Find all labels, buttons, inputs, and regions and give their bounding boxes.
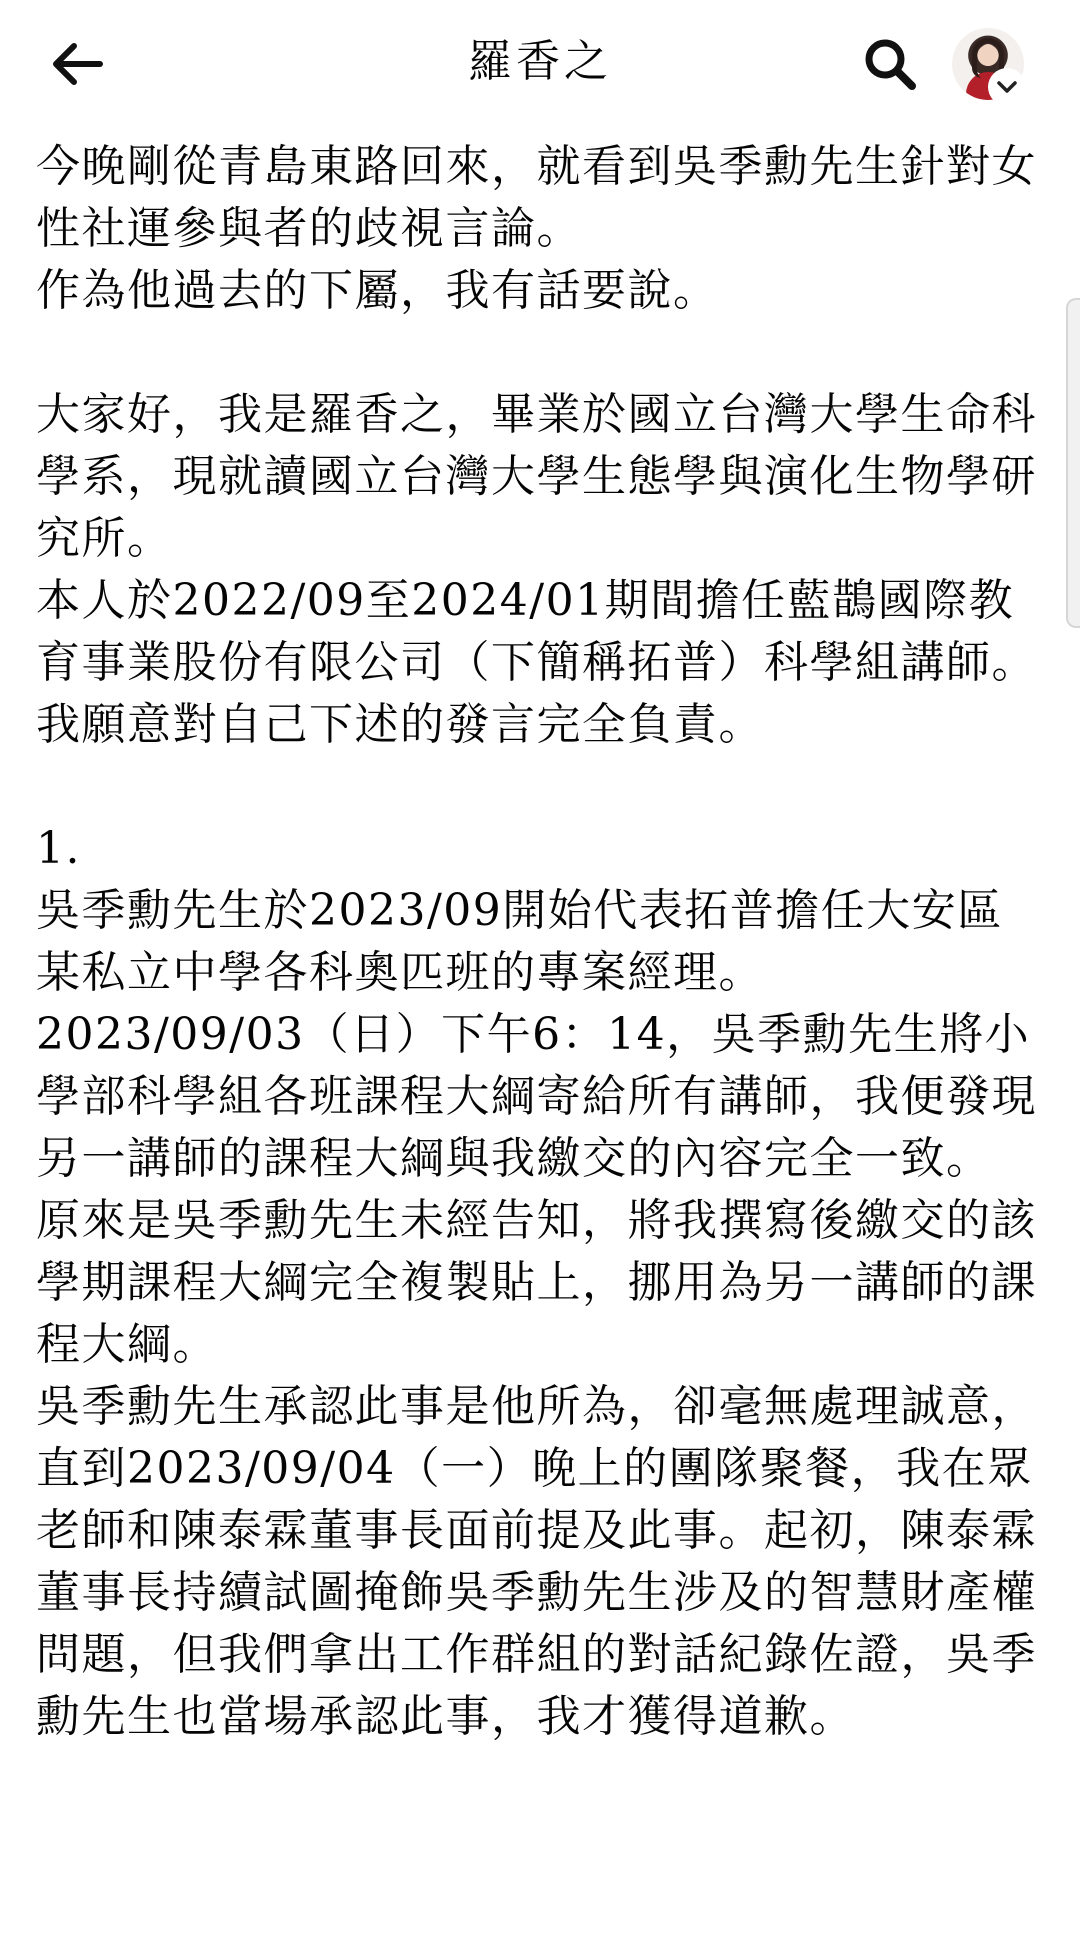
top-app-bar bbox=[0, 0, 1080, 126]
side-scroll-handle[interactable] bbox=[1066, 298, 1080, 628]
paragraph-spacer bbox=[36, 756, 1046, 818]
post-paragraph: 大家好，我是羅香之，畢業於國立台灣大學生命科學系，現就讀國立台灣大學生態學與演化生物學研究所。 bbox=[36, 389, 1037, 564]
post-paragraph: 吳季勳先生承認此事是他所為，卻毫無處理誠意，直到2023/09/04（一）晚上的團隊聚餐，我在眾老師和陳泰霖董事長面前提及此事。起初，陳泰霖董事長持續試圖掩飾吳季勳先生涉及的智慧財產權問題，但我們拿出工作群組的對話紀錄佐證，吳季勳先生也當場承認此事，我才獲得道歉。 bbox=[36, 1381, 1037, 1742]
post-paragraph: 今晚剛從青島東路回來，就看到吳季勳先生針對女性社運參與者的歧視言論。 bbox=[36, 141, 1037, 254]
post-paragraph: 原來是吳季勳先生未經告知，將我撰寫後繳交的該學期課程大綱完全複製貼上，挪用為另一講師的課程大綱。 bbox=[36, 1195, 1037, 1370]
post-paragraph: 2023/09/03（日）下午6：14，吳季勳先生將小學部科學組各班課程大綱寄給所有講師，我便發現另一講師的課程大綱與我繳交的內容完全一致。 bbox=[36, 1009, 1037, 1184]
page-title: 羅香之 bbox=[468, 36, 612, 87]
post-paragraph: 作為他過去的下屬，我有話要說。 bbox=[36, 265, 719, 316]
search-icon bbox=[862, 36, 918, 92]
post-paragraph: 吳季勳先生於2023/09開始代表拓普擔任大安區某私立中學各科奧匹班的專案經理。 bbox=[36, 885, 1003, 998]
chevron-down-icon bbox=[996, 80, 1018, 94]
post-body bbox=[36, 136, 1046, 1748]
search-button[interactable] bbox=[852, 26, 928, 102]
profile-menu-button[interactable] bbox=[990, 70, 1024, 104]
post-paragraph: 我願意對自己下述的發言完全負責。 bbox=[36, 699, 764, 750]
section-number: 1. bbox=[36, 823, 81, 874]
paragraph-spacer bbox=[36, 322, 1046, 384]
post-paragraph: 本人於2022/09至2024/01期間擔任藍鵲國際教育事業股份有限公司（下簡稱拓普）科學組講師。 bbox=[36, 575, 1037, 688]
